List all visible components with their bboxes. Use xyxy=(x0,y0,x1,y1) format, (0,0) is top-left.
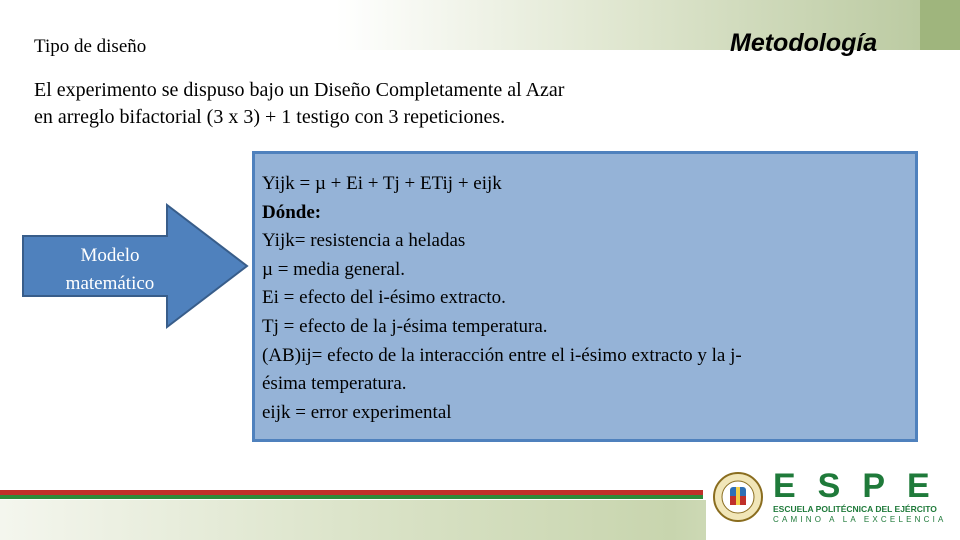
section-title: Tipo de diseño xyxy=(34,36,147,57)
intro-line: El experimento se dispuso bajo un Diseño Completamente al Azar xyxy=(34,79,565,101)
footer-stripe-green xyxy=(0,495,703,499)
intro-line: en arreglo bifactorial (3 x 3) + 1 testigo con 3 repeticiones. xyxy=(34,106,506,128)
slide-title: Metodología xyxy=(730,29,878,57)
model-text xyxy=(262,170,902,427)
espe-letters: ESPE xyxy=(773,467,952,505)
model-definition: Yijk= resistencia a heladas xyxy=(262,230,466,252)
model-definition: (AB)ij= efecto de la interacción entre el i-ésimo extracto y la j- xyxy=(262,344,742,366)
intro-paragraph xyxy=(34,77,694,131)
espe-motto: CAMINO A LA EXCELENCIA xyxy=(773,515,947,524)
header-band-accent xyxy=(920,0,960,50)
model-definition: Ei = efecto del i-ésimo extracto. xyxy=(262,287,506,309)
model-definition: µ = media general. xyxy=(262,258,405,280)
espe-subtitle: ESCUELA POLITÉCNICA DEL EJÉRCITO xyxy=(773,504,937,514)
arrow-label xyxy=(40,242,180,298)
model-definition: Tj = efecto de la j-ésima temperatura. xyxy=(262,315,548,337)
arrow-label-line: matemático xyxy=(65,273,155,294)
arrow-label-line: Modelo xyxy=(80,245,140,266)
model-definition: eijk = error experimental xyxy=(262,401,452,423)
seal-icon xyxy=(712,471,764,523)
model-where-label: Dónde: xyxy=(262,201,322,223)
model-definition: ésima temperatura. xyxy=(262,373,407,395)
model-equation: Yijk = µ + Ei + Tj + ETij + eijk xyxy=(262,173,502,194)
